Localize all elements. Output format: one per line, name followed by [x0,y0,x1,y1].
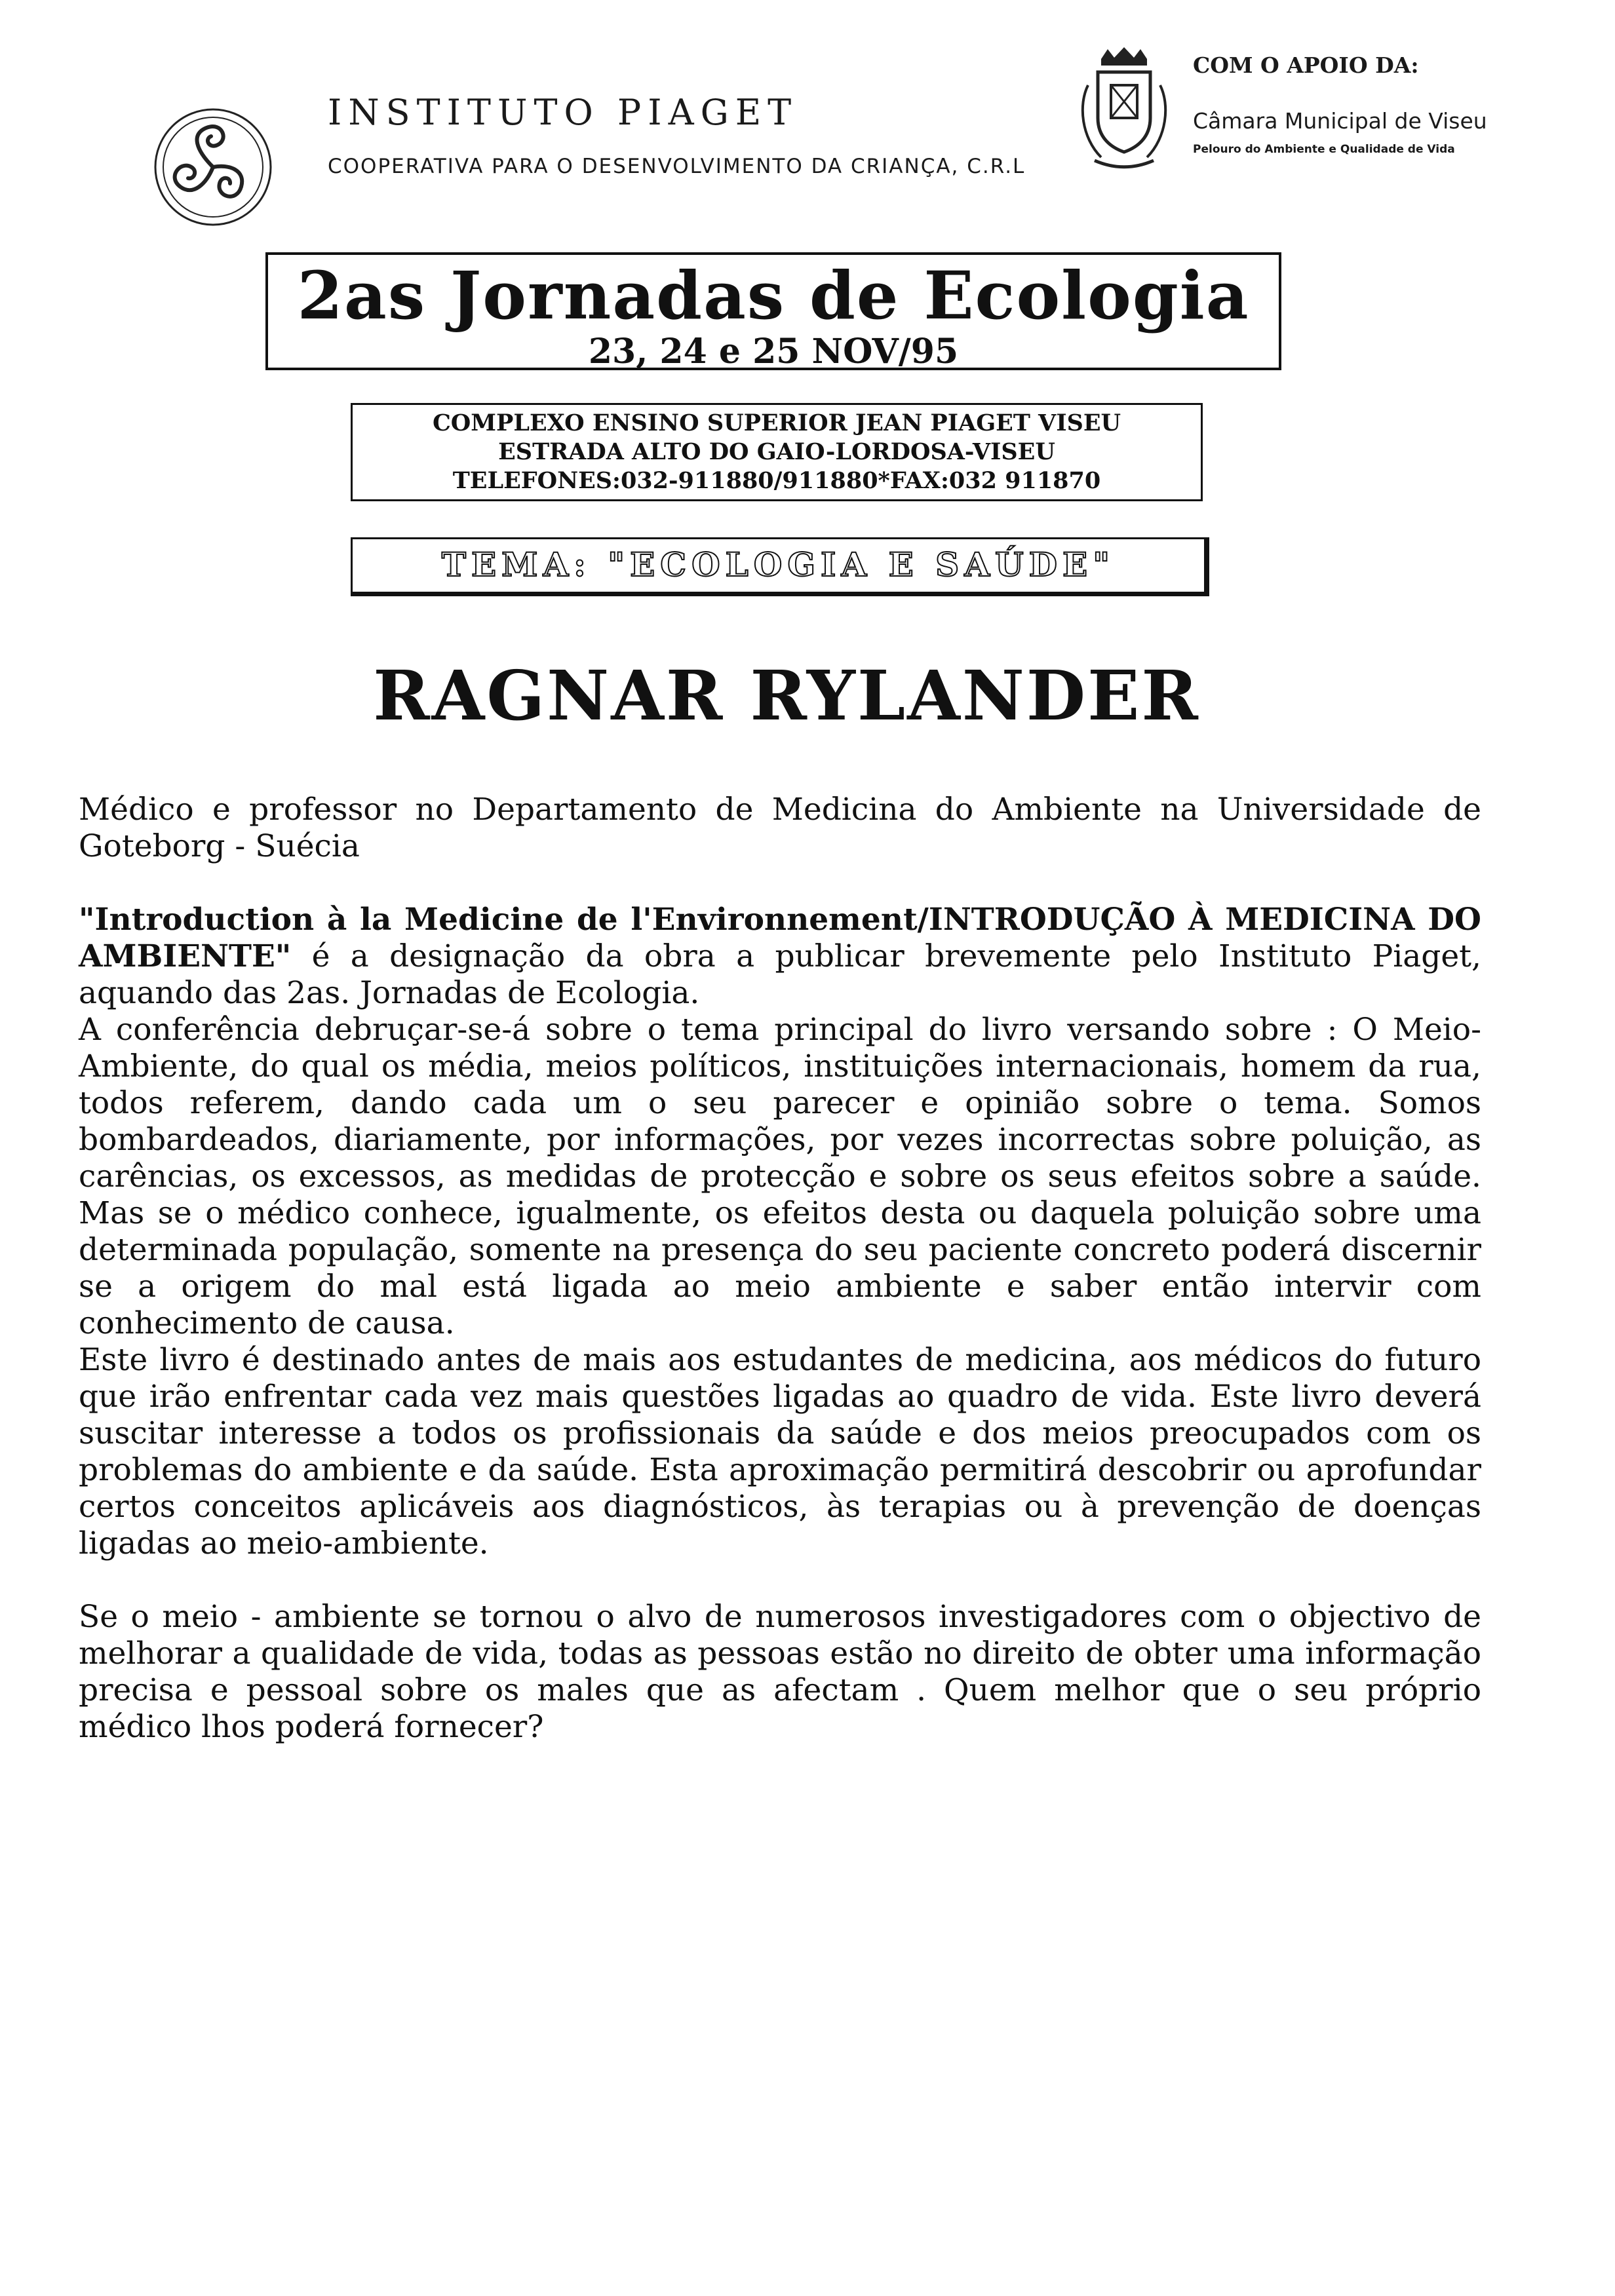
support-organization: Câmara Municipal de Viseu [1193,108,1487,134]
institution-name: INSTITUTO PIAGET [328,92,798,133]
book-title: "Introduction à la Medicine de l'Environnement/INTRODUÇÃO À MEDICINA DO AMBIENTE" [79,902,1481,974]
event-title: 2as Jornadas de Ecologia [297,257,1250,334]
book-paragraph [79,902,1481,1012]
event-title-box [265,252,1281,370]
body-text [79,792,1481,1746]
viseu-coat-of-arms-icon [1075,46,1173,170]
venue-line-1: COMPLEXO ENSINO SUPERIOR JEAN PIAGET VISEU [432,410,1121,436]
speaker-name: RAGNAR RYLANDER [373,655,1200,736]
support-label: COM O APOIO DA: [1193,52,1419,78]
book-description: é a designação da obra a publicar brevemente pelo Instituto Piaget, aquando das 2as. Jornadas de Ecologia. [79,938,1481,1011]
institution-subtitle: COOPERATIVA PARA O DESENVOLVIMENTO DA CRIANÇA, C.R.L [328,155,1026,178]
closing-paragraph: Se o meio - ambiente se tornou o alvo de numerosos investigadores com o objectivo de melhorar a qualidade de vida, todas as pessoas estão no direito de obter uma informação precisa e pessoal sobre os males que as afectam . Quem melhor que o seu próprio médico lhos poderá fornecer? [79,1599,1481,1745]
instituto-piaget-logo [151,105,275,229]
event-dates: 23, 24 e 25 NOV/95 [588,332,959,372]
venue-line-3: TELEFONES:032-911880/911880*FAX:032 911870 [452,467,1101,494]
venue-box [351,403,1203,501]
conference-paragraph: A conferência debruçar-se-á sobre o tema principal do livro versando sobre : O Meio-Ambiente, do qual os média, meios políticos, instituições internacionais, homem da rua, todos referem, dando cada um o seu parecer e opinião sobre o tema. Somos bombardeados, diariamente, por informações, por vezes incorrectas sobre poluição, as carências, os excessos, as medidas de protecção e sobre os seus efeitos sobre a saúde. Mas se o médico conhece, igualmente, os efeitos desta ou daquela poluição sobre uma determinada população, somente na presença do seu paciente concreto poderá discernir se a origem do mal está ligada ao meio ambiente e saber então intervir com conhecimento de causa. [79,1012,1481,1341]
speaker-bio: Médico e professor no Departamento de Medicina do Ambiente na Universidade de Goteborg - Suécia [79,792,1481,864]
theme-box: TEMA: "ECOLOGIA E SAÚDE" [351,537,1209,596]
venue-line-2: ESTRADA ALTO DO GAIO-LORDOSA-VISEU [498,438,1055,465]
book-audience-paragraph: Este livro é destinado antes de mais aos estudantes de medicina, aos médicos do futuro que irão enfrentar cada vez mais questões ligadas ao quadro de vida. Este livro deverá suscitar interesse a todos os profissionais da saúde e dos meios preocupados com os problemas do ambiente e da saúde. Esta aproximação permitirá descobrir ou aprofundar certos conceitos aplicáveis aos diagnósticos, às terapias ou à prevenção de doenças ligadas ao meio-ambiente. [79,1342,1481,1561]
support-department: Pelouro do Ambiente e Qualidade de Vida [1193,143,1455,156]
